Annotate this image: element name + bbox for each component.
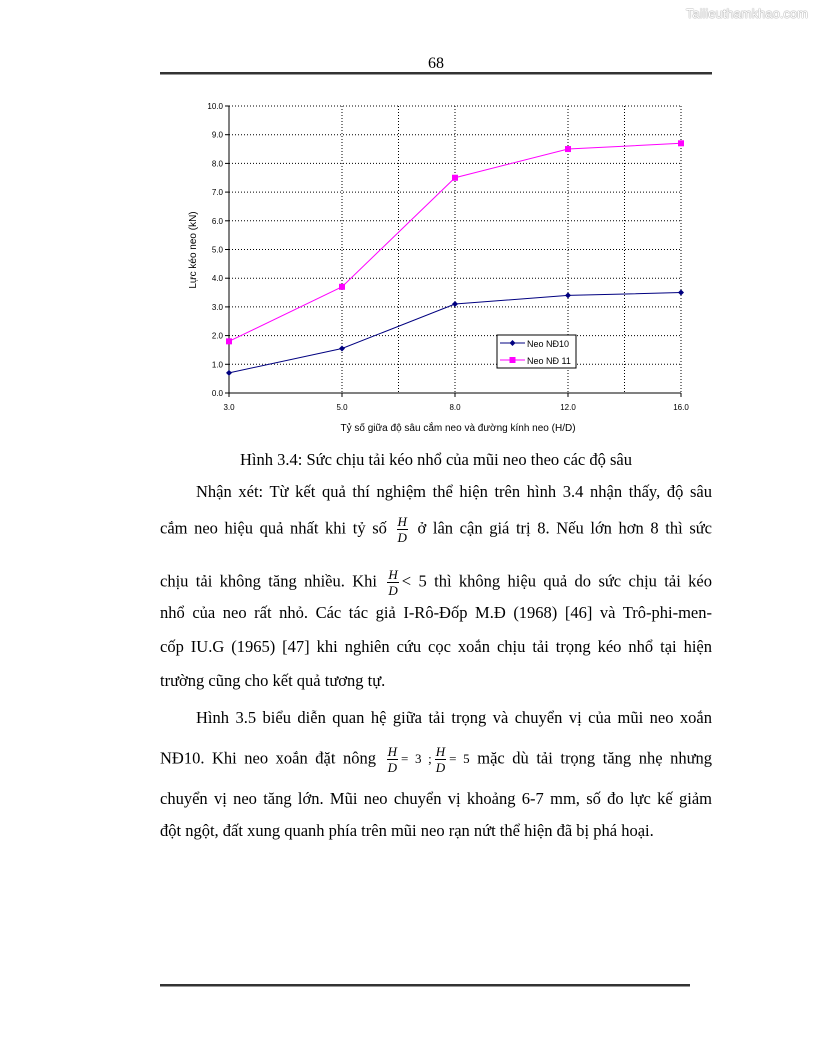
y-tick-label: 7.0 — [211, 188, 223, 198]
data-point — [565, 146, 571, 152]
data-point — [226, 338, 232, 344]
fraction-h-over-d: $\frac{H}{D}$ — [387, 744, 397, 775]
fraction-h-over-d: $\frac{H}{D}$ — [435, 744, 446, 775]
fraction-h-over-d: $\frac{H}{D}$ — [397, 514, 407, 545]
y-tick-label: 2.0 — [211, 331, 223, 341]
paragraph-line: chuyển vị neo tăng lớn. Mũi neo chuyển vị khoảng 6-7 mm, số đo lực kế giảm — [160, 789, 712, 808]
paragraph-line — [160, 567, 712, 598]
data-point — [678, 290, 684, 296]
line-chart — [0, 0, 816, 445]
fraction-h-over-d: $\frac{H}{D}$ — [388, 567, 398, 598]
paragraph-line — [160, 514, 712, 545]
paragraph-line: Nhận xét: Từ kết quả thí nghiệm thể hiện trên hình 3.4 nhận thấy, độ sâu — [196, 482, 712, 501]
legend-marker-square-icon — [510, 357, 516, 363]
text: cắm neo hiệu quả nhất khi tỷ số — [160, 518, 387, 538]
x-axis-label: Tỷ số giữa độ sâu cắm neo và đường kính neo (H/D) — [340, 423, 576, 434]
y-tick-label: 5.0 — [211, 245, 223, 255]
y-tick-label: 3.0 — [211, 302, 223, 312]
y-tick-label: 0.0 — [211, 389, 223, 398]
x-tick-label: 8.0 — [449, 403, 461, 412]
watermark: Tailieuthamkhao.com — [685, 6, 808, 21]
text: ở lân cận giá trị 8. Nếu lớn hơn 8 thì sức — [417, 518, 713, 538]
x-tick-label: 5.0 — [336, 403, 348, 412]
data-point — [339, 346, 345, 352]
y-tick-label: 8.0 — [211, 159, 223, 169]
paragraph-line: NĐ10. Khi neo xoắn đặt nông $\frac{H}{D}$ = 3 ; $\frac{H}{D}$ = 5 mặc dù tải trọng tăng nhẹ nhưng — [160, 744, 713, 775]
data-point — [339, 284, 345, 290]
paragraph-line: nhổ của neo rất nhỏ. Các tác giả I-Rô-Đốp M.Đ (1968) [46] và Trô-phi-men- — [160, 603, 712, 622]
footer-rule — [160, 984, 690, 987]
y-tick-label: 9.0 — [211, 130, 223, 140]
data-point — [452, 175, 458, 181]
figure-caption: Hình 3.4: Sức chịu tải kéo nhổ của mũi neo theo các độ sâu — [239, 450, 632, 469]
data-point — [678, 140, 684, 146]
x-tick-label: 16.0 — [673, 403, 689, 412]
y-tick-label: 1.0 — [211, 360, 223, 370]
data-point — [565, 292, 571, 298]
data-point — [226, 370, 232, 376]
series-line — [229, 143, 681, 341]
page-number: 68 — [428, 55, 444, 72]
text: NĐ10. Khi neo xoắn đặt nông — [160, 748, 377, 768]
paragraph-line: Hình 3.5 biểu diễn quan hệ giữa tải trọng và chuyển vị của mũi neo xoắn — [196, 708, 712, 727]
y-tick-label: 6.0 — [211, 216, 223, 226]
y-axis-label: Lực kéo neo (kN) — [188, 211, 199, 289]
x-tick-label: 12.0 — [560, 403, 576, 412]
y-tick-label: 4.0 — [211, 274, 223, 284]
y-tick-label: 10.0 — [207, 102, 223, 111]
paragraph-line: đột ngột, đất xung quanh phía trên mũi neo rạn nứt thể hiện đã bị phá hoại. — [160, 821, 654, 840]
legend — [497, 335, 576, 368]
text: < 5 thì không hiệu quả do sức chịu tải kéo — [401, 571, 713, 591]
legend-label: Neo NĐ10 — [527, 339, 570, 349]
legend-label: Neo NĐ 11 — [527, 356, 571, 366]
paragraph-line: trường cũng cho kết quả tương tự. — [160, 671, 386, 690]
paragraph-line: cốp IU.G (1965) [47] khi nghiên cứu cọc xoắn chịu tải trọng kéo nhổ tại hiện — [160, 637, 712, 656]
text: mặc dù tải trọng tăng nhẹ nhưng — [477, 748, 713, 768]
data-point — [452, 301, 458, 307]
x-tick-label: 3.0 — [223, 403, 235, 412]
text: chịu tải không tăng nhiều. Khi — [160, 571, 378, 591]
